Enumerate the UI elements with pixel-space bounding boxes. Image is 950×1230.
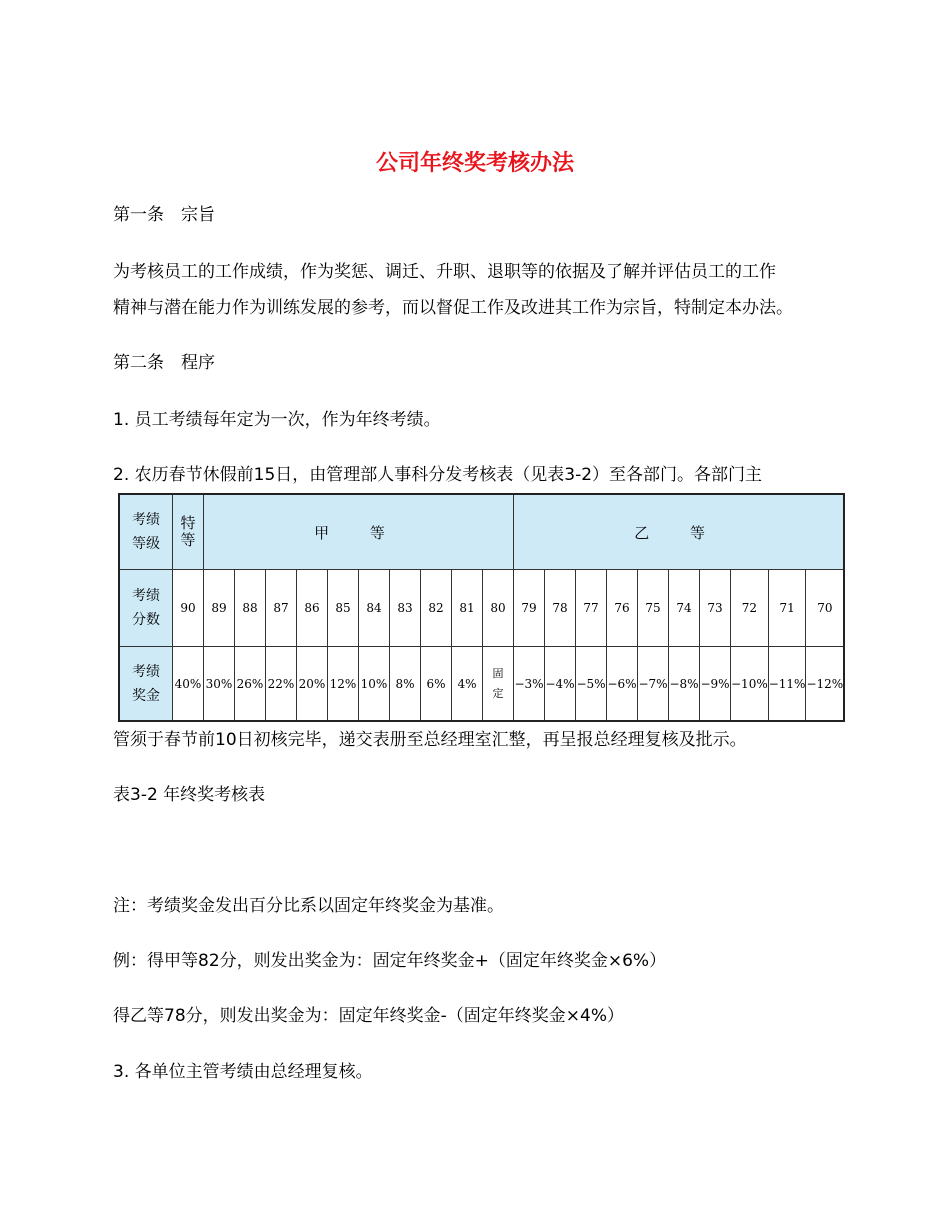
bonus-label-2: 奖金 bbox=[132, 687, 160, 704]
table-row-grade bbox=[119, 494, 844, 570]
bonus-table bbox=[118, 493, 845, 722]
grade-b-cell: 乙 等 bbox=[514, 494, 845, 570]
bonus-fixed-cell bbox=[483, 647, 514, 722]
example2: 得乙等78分，则发出奖金为：固定年终奖金-（固定年终奖金×4%） bbox=[113, 1006, 624, 1026]
score-cell: 84 bbox=[359, 570, 390, 647]
grade-label-1: 考绩 bbox=[132, 512, 160, 528]
bonus-cell: 40% bbox=[173, 647, 204, 722]
table-row-bonus bbox=[119, 647, 844, 722]
score-cell: 72 bbox=[731, 570, 769, 647]
special-grade-cell bbox=[173, 494, 204, 570]
score-cell: 76 bbox=[607, 570, 638, 647]
article1-heading: 第一条 宗旨 bbox=[113, 205, 215, 225]
bonus-cell: −5% bbox=[576, 647, 607, 722]
table-caption: 表3-2 年终奖考核表 bbox=[113, 785, 266, 805]
bonus-cell: −7% bbox=[638, 647, 669, 722]
score-cell: 79 bbox=[514, 570, 545, 647]
example1: 例：得甲等82分，则发出奖金为：固定年终奖金+（固定年终奖金×6%） bbox=[113, 951, 667, 971]
score-cell: 82 bbox=[421, 570, 452, 647]
score-cell: 86 bbox=[297, 570, 328, 647]
article1-line2: 精神与潜在能力作为训练发展的参考，而以督促工作及改进其工作为宗旨，特制定本办法。 bbox=[113, 298, 793, 318]
score-cell: 88 bbox=[235, 570, 266, 647]
score-label-2: 分数 bbox=[132, 612, 160, 628]
score-cell: 80 bbox=[483, 570, 514, 647]
grade-a-cell: 甲 等 bbox=[204, 494, 514, 570]
score-label-cell bbox=[119, 570, 173, 647]
score-cell: 70 bbox=[806, 570, 844, 647]
special-2: 等 bbox=[180, 531, 196, 549]
bonus-cell: 30% bbox=[204, 647, 235, 722]
note: 注：考绩奖金发出百分比系以固定年终奖金为基准。 bbox=[113, 896, 504, 916]
score-cell: 85 bbox=[328, 570, 359, 647]
bonus-cell: −10% bbox=[731, 647, 769, 722]
bonus-cell: −11% bbox=[768, 647, 806, 722]
bonus-cell: 8% bbox=[390, 647, 421, 722]
article2-heading: 第二条 程序 bbox=[113, 353, 215, 373]
score-cell: 78 bbox=[545, 570, 576, 647]
bonus-cell: 12% bbox=[328, 647, 359, 722]
bonus-label-1: 考绩 bbox=[132, 663, 160, 680]
item2-line1: 2. 农历春节休假前15日，由管理部人事科分发考核表（见表3-2）至各部门。各部门主 bbox=[113, 465, 763, 485]
score-cell: 81 bbox=[452, 570, 483, 647]
bonus-cell: −9% bbox=[700, 647, 731, 722]
bonus-cell: 20% bbox=[297, 647, 328, 722]
grade-label-cell bbox=[119, 494, 173, 570]
bonus-cell: −3% bbox=[514, 647, 545, 722]
fixed-2: 定 bbox=[492, 686, 504, 700]
bonus-cell: 4% bbox=[452, 647, 483, 722]
item3: 3. 各单位主管考绩由总经理复核。 bbox=[113, 1062, 373, 1082]
score-cell: 77 bbox=[576, 570, 607, 647]
fixed-1: 固 bbox=[492, 666, 504, 680]
article1-line1: 为考核员工的工作成绩，作为奖惩、调迁、升职、退职等的依据及了解并评估员工的工作 bbox=[113, 262, 776, 282]
bonus-label-cell bbox=[119, 647, 173, 722]
bonus-cell: −8% bbox=[669, 647, 700, 722]
bonus-cell: 22% bbox=[266, 647, 297, 722]
document-title: 公司年终奖考核办法 bbox=[375, 151, 574, 176]
grade-label-2: 等级 bbox=[132, 536, 160, 552]
bonus-cell: −4% bbox=[545, 647, 576, 722]
table-row-score bbox=[119, 570, 844, 647]
bonus-cell: 6% bbox=[421, 647, 452, 722]
bonus-cell: 10% bbox=[359, 647, 390, 722]
score-cell: 74 bbox=[669, 570, 700, 647]
item2-line2: 管须于春节前10日初核完毕，递交表册至总经理室汇整，再呈报总经理复核及批示。 bbox=[113, 730, 747, 750]
score-cell: 71 bbox=[768, 570, 806, 647]
bonus-cell: −12% bbox=[806, 647, 844, 722]
score-cell: 73 bbox=[700, 570, 731, 647]
special-1: 特 bbox=[180, 514, 196, 532]
item1: 1. 员工考绩每年定为一次，作为年终考绩。 bbox=[113, 410, 441, 430]
score-cell: 83 bbox=[390, 570, 421, 647]
bonus-table-wrapper bbox=[118, 493, 845, 722]
score-cell: 75 bbox=[638, 570, 669, 647]
score-cell: 89 bbox=[204, 570, 235, 647]
bonus-cell: −6% bbox=[607, 647, 638, 722]
score-label-1: 考绩 bbox=[132, 588, 160, 604]
bonus-cell: 26% bbox=[235, 647, 266, 722]
score-cell: 90 bbox=[173, 570, 204, 647]
score-cell: 87 bbox=[266, 570, 297, 647]
